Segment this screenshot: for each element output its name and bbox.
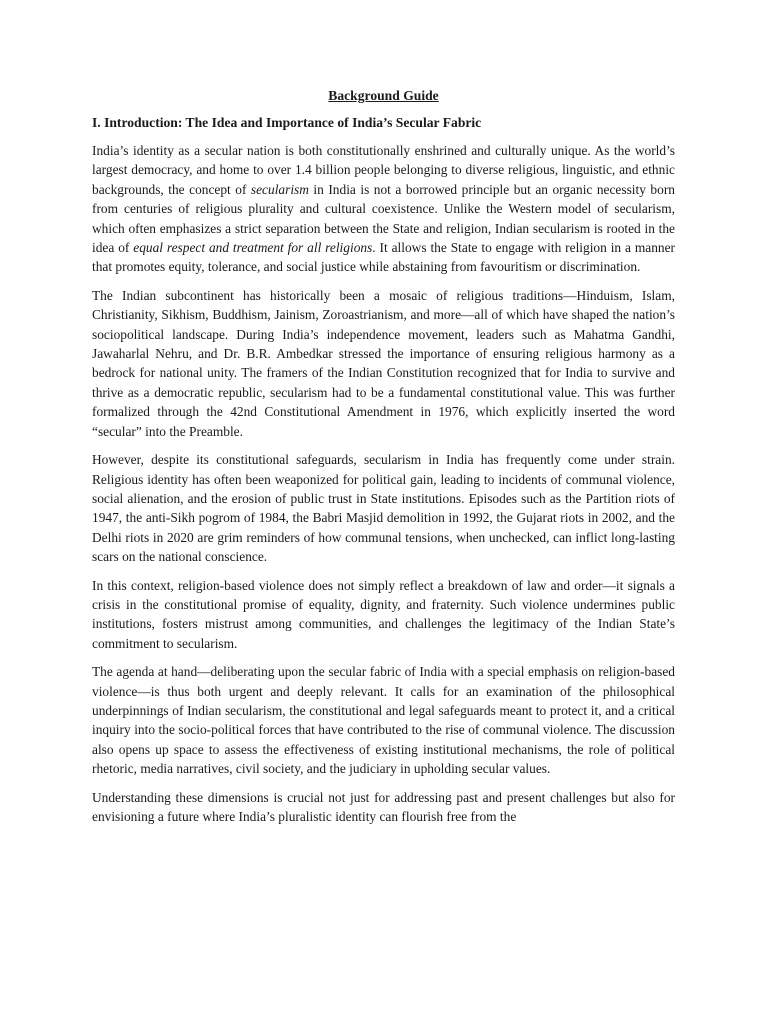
document-page — [92, 86, 675, 835]
paragraph-6: Understanding these dimensions is crucial not just for addressing past and present challenges but also for envisioning a future where India’s pluralistic identity can flourish free from the — [92, 789, 675, 824]
paragraph-1-text-e: . It allows the State to engage with religion in a manner that promotes equity, tolerance, and social justice while abstaining from favouritism or discrimination. — [92, 240, 676, 275]
section-heading: I. Introduction: The Idea and Importance of India’s Secular Fabric — [92, 115, 482, 130]
paragraph-1-text-c: in India is not a borrowed principle but an organic necessity born from centuries of religious plurality and cultural coexistence. Unlike the Western model of secularism, which often emphasizes a strict separation between the State and religion, Indian secularism is rooted in the idea of — [92, 181, 675, 256]
paragraph-3: However, despite its constitutional safeguards, secularism in India has frequently come under strain. Religious identity has often been weaponized for political gain, leading to incidents of communal violence, social alienation, and the erosion of public trust in State institutions. Episodes such as the Partition riots of 1947, the anti-Sikh pogrom of 1984, the Babri Masjid demolition in 1992, the Gujarat riots in 2002, and the Delhi riots in 2020 are grim reminders of how communal tensions, when unchecked, can inflict long-lasting scars on the national conscience. — [92, 452, 675, 565]
document-title: Background Guide — [328, 88, 439, 103]
paragraph-2: The Indian subcontinent has historically been a mosaic of religious traditions—Hinduism, Islam, Christianity, Sikhism, Buddhism, Jainism, Zoroastrianism, and more—all of which have shaped the nation’s sociopolitical landscape. During India’s independence movement, leaders such as Mahatma Gandhi, Jawaharlal Nehru, and Dr. B.R. Ambedkar stressed the importance of ensuring religious harmony as a bedrock for national unity. The framers of the Indian Constitution recognized that for India to survive and thrive as a democratic republic, secularism had to be a fundamental constitutional value. This was further formalized through the 42nd Constitutional Amendment in 1976, which explicitly inserted the word “secular” into the Preamble. — [92, 287, 675, 439]
paragraph-1-emphasis-equal-respect: equal respect and treatment for all religions — [133, 240, 373, 256]
paragraph-1-emphasis-secularism: secularism — [250, 181, 309, 197]
paragraph-1 — [92, 141, 675, 277]
paragraph-4: In this context, religion-based violence does not simply reflect a breakdown of law and order—it signals a crisis in the constitutional promise of equality, dignity, and fraternity. Such violence undermines public institutions, fosters mistrust among communities, and challenges the legitimacy of the Indian State’s commitment to secularism. — [92, 577, 675, 651]
paragraph-1-text-a: India’s identity as a secular nation is both constitutionally enshrined and culturally unique. As the world’s largest democracy, and home to over 1.4 billion people belonging to diverse religious, linguistic, and ethnic backgrounds, the concept of — [92, 143, 675, 197]
paragraph-5: The agenda at hand—deliberating upon the secular fabric of India with a special emphasis on religion-based violence—is thus both urgent and deeply relevant. It calls for an examination of the philosophical underpinnings of Indian secularism, the constitutional and legal safeguards meant to protect it, and a critical inquiry into the socio-political forces that have contributed to the rise of communal violence. The discussion also opens up space to assess the effectiveness of existing institutional mechanisms, the role of political rhetoric, media narratives, civil society, and the judiciary in upholding secular values. — [92, 664, 675, 777]
